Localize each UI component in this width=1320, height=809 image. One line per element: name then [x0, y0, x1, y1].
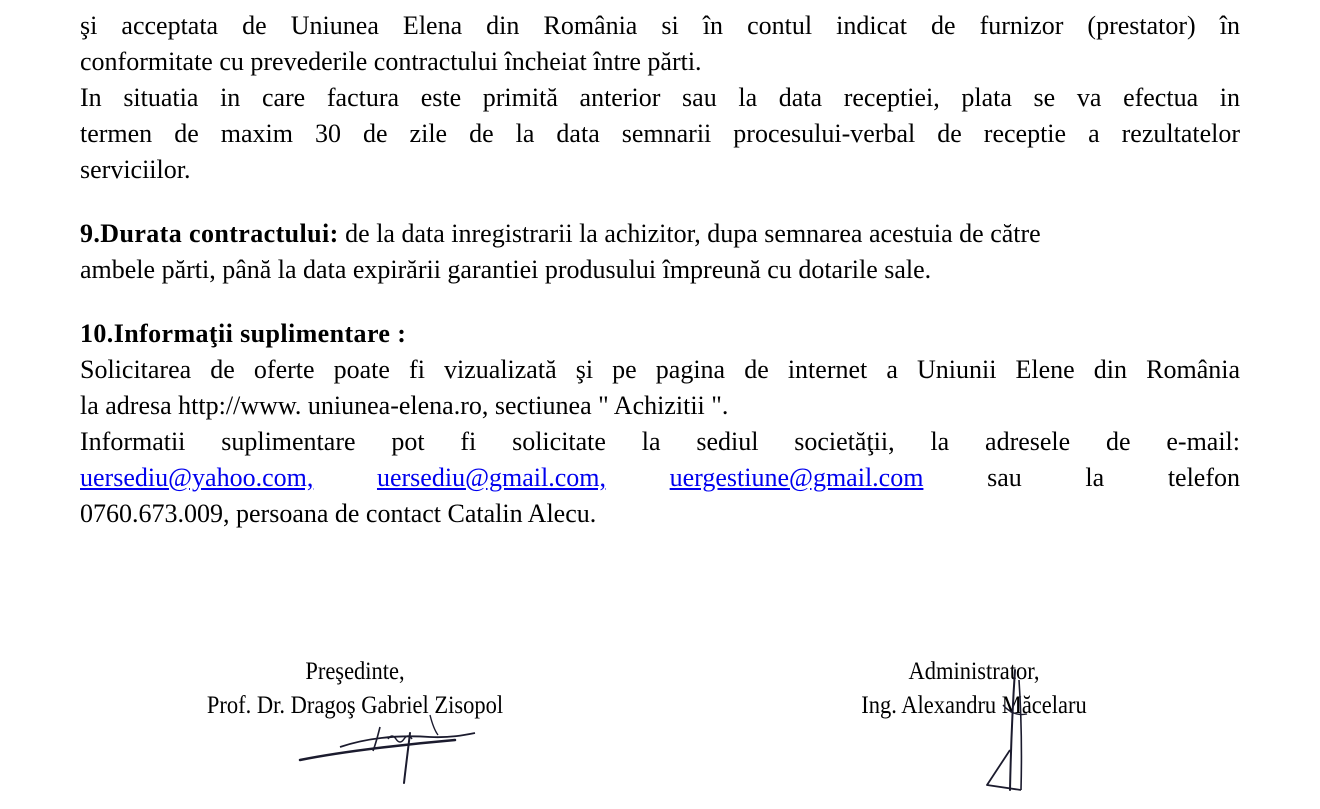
section-10-heading: 10.Informaţii suplimentare : [80, 319, 407, 348]
section-10-line-5: 0760.673.009, persoana de contact Catalin Alecu. [80, 499, 597, 528]
document-page [80, 8, 1240, 532]
section-9-text: de la data inregistrarii la achizitor, dupa semnarea acestuia de către [338, 219, 1041, 248]
administrator-signature-icon [975, 650, 1055, 800]
spacer [80, 188, 1240, 216]
section-9-line-2: ambele părti, până la data expirării garantiei produsului împreună cu dotarile sale. [80, 255, 932, 284]
paragraph-invoice-line-1: In situatia in care factura este primită anterior sau la data receptiei, plata se va efectua in [80, 83, 1240, 112]
paragraph-invoice-line-3: serviciilor. [80, 155, 191, 184]
section-10-line-2: la adresa http://www. uniunea-elena.ro, sectiunea " Achizitii ". [80, 391, 729, 420]
president-role: Preşedinte, [305, 658, 405, 685]
section-9-line-1 [80, 216, 1240, 252]
president-signature-icon [280, 655, 560, 795]
president-name: Prof. Dr. Dragoş Gabriel Zisopol [206, 692, 504, 719]
paragraph-payment-line-1: şi acceptata de Uniunea Elena din România si în contul indicat de furnizor (prestator) în [80, 11, 1240, 40]
paragraph-payment-line-2: conformitate cu prevederile contractului încheiat între părti. [80, 47, 702, 76]
section-10-line-3: Informatii suplimentare pot fi solicitate la sediul societăţii, la adresele de e-mail: [80, 427, 1240, 456]
section-10-line-1: Solicitarea de oferte poate fi vizualizată şi pe pagina de internet a Uniunii Elene din România [80, 355, 1240, 384]
section-9-heading: 9.Durata contractului: [80, 219, 339, 248]
email-link-yahoo[interactable]: uersediu@yahoo.com, [80, 463, 314, 492]
section-10-line-4 [80, 460, 1240, 496]
spacer [80, 288, 1240, 316]
administrator-role: Administrator, [908, 658, 1040, 685]
phone-prefix-text: sau la telefon [987, 463, 1241, 492]
paragraph-invoice-line-2: termen de maxim 30 de zile de la data semnarii procesului-verbal de receptie a rezultatelor [80, 119, 1240, 148]
signature-block-administrator [830, 655, 1118, 723]
email-link-gmail-gestiune[interactable]: uergestiune@gmail.com [669, 463, 924, 492]
administrator-name: Ing. Alexandru Măcelaru [861, 692, 1087, 719]
email-link-gmail-sediu[interactable]: uersediu@gmail.com, [376, 463, 606, 492]
